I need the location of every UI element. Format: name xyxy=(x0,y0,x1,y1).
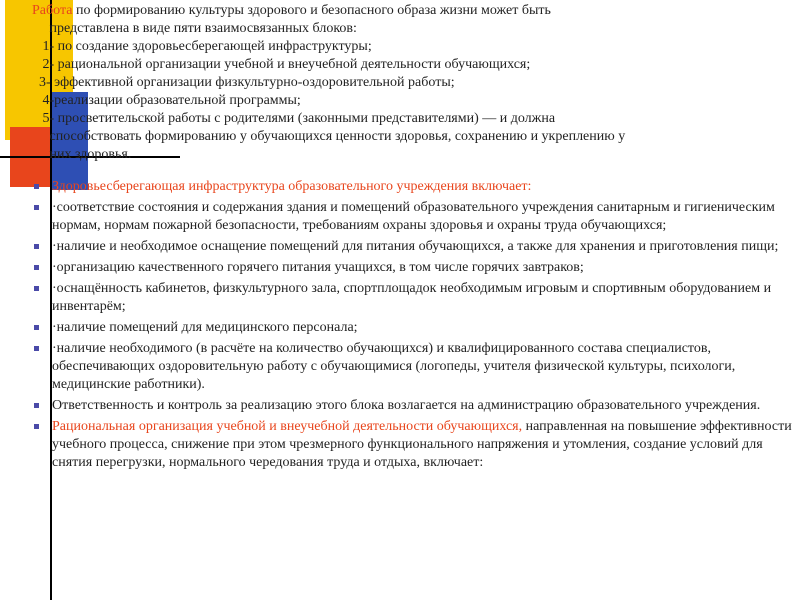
bullet-icon xyxy=(32,340,52,394)
intro-line: них здоровья. xyxy=(32,147,132,162)
intro-accent-word: Работа xyxy=(32,3,73,18)
bullet-icon xyxy=(32,238,52,256)
bullet-icon xyxy=(32,397,52,415)
list-item: ·оснащённость кабинетов, физкультурного зала, спортплощадок необходимым игровым и спортивным оборудованием и инвентарём; xyxy=(32,280,792,316)
list-item: ·организацию качественного горячего питания учащихся, в том числе горячих завтраков; xyxy=(32,259,792,277)
list-item: ·соответствие состояния и содержания здания и помещений образовательного учреждения санитарным и гигиеническим нормам, нормам пожарной безопасности, требованиям охраны здоровья и охраны труда обучающихся; xyxy=(32,199,792,235)
bullet-icon xyxy=(32,178,52,196)
bullet-icon xyxy=(32,418,52,472)
intro-line: 1- по создание здоровьесберегающей инфраструктуры; xyxy=(32,39,372,54)
list-item: Рациональная организация учебной и внеучебной деятельности обучающихся, направленная на повышение эффективности учебного процесса, снижение при этом чрезмерного функционального напряжения и утомления, создание условий для снятия перегрузки, нормального чередования труда и отдыха, включает: xyxy=(32,418,792,472)
list-item: ·наличие и необходимое оснащение помещений для питания обучающихся, а также для хранения и приготовления пищи; xyxy=(32,238,792,256)
bullet-list xyxy=(32,178,792,475)
list-item: Здоровьесберегающая инфраструктура образовательного учреждения включает: xyxy=(32,178,792,196)
list-item: ·наличие помещений для медицинского персонала; xyxy=(32,319,792,337)
list-item: Ответственность и контроль за реализацию этого блока возлагается на администрацию образовательного учреждения. xyxy=(32,397,792,415)
bullet-icon xyxy=(32,259,52,277)
intro-line: 5- просветительской работы с родителями (законными представителями) — и должна xyxy=(32,111,556,126)
intro-paragraph xyxy=(32,2,792,164)
intro-line: способствовать формированию у обучающихся ценности здоровья, сохранению и укреплению у xyxy=(32,129,626,144)
bullet-icon xyxy=(32,319,52,337)
bullet-icon xyxy=(32,280,52,316)
intro-line: 2- рациональной организации учебной и внеучебной деятельности обучающихся; xyxy=(32,57,531,72)
list-item: ·наличие необходимого (в расчёте на количество обучающихся) и квалифицированного состава специалистов, обеспечивающих оздоровительную работу с обучающимися (логопеды, учителя физической культуры, психологи, медицинские работники). xyxy=(32,340,792,394)
bullet-icon xyxy=(32,199,52,235)
intro-line: Работа по формированию культуры здорового и безопасного образа жизни может быть xyxy=(32,3,551,18)
intro-line: 4-реализации образовательной программы; xyxy=(32,93,301,108)
intro-line: 3- эффективной организации физкультурно-оздоровительной работы; xyxy=(32,75,455,90)
intro-line: представлена в виде пяти взаимосвязанных блоков: xyxy=(32,21,357,36)
